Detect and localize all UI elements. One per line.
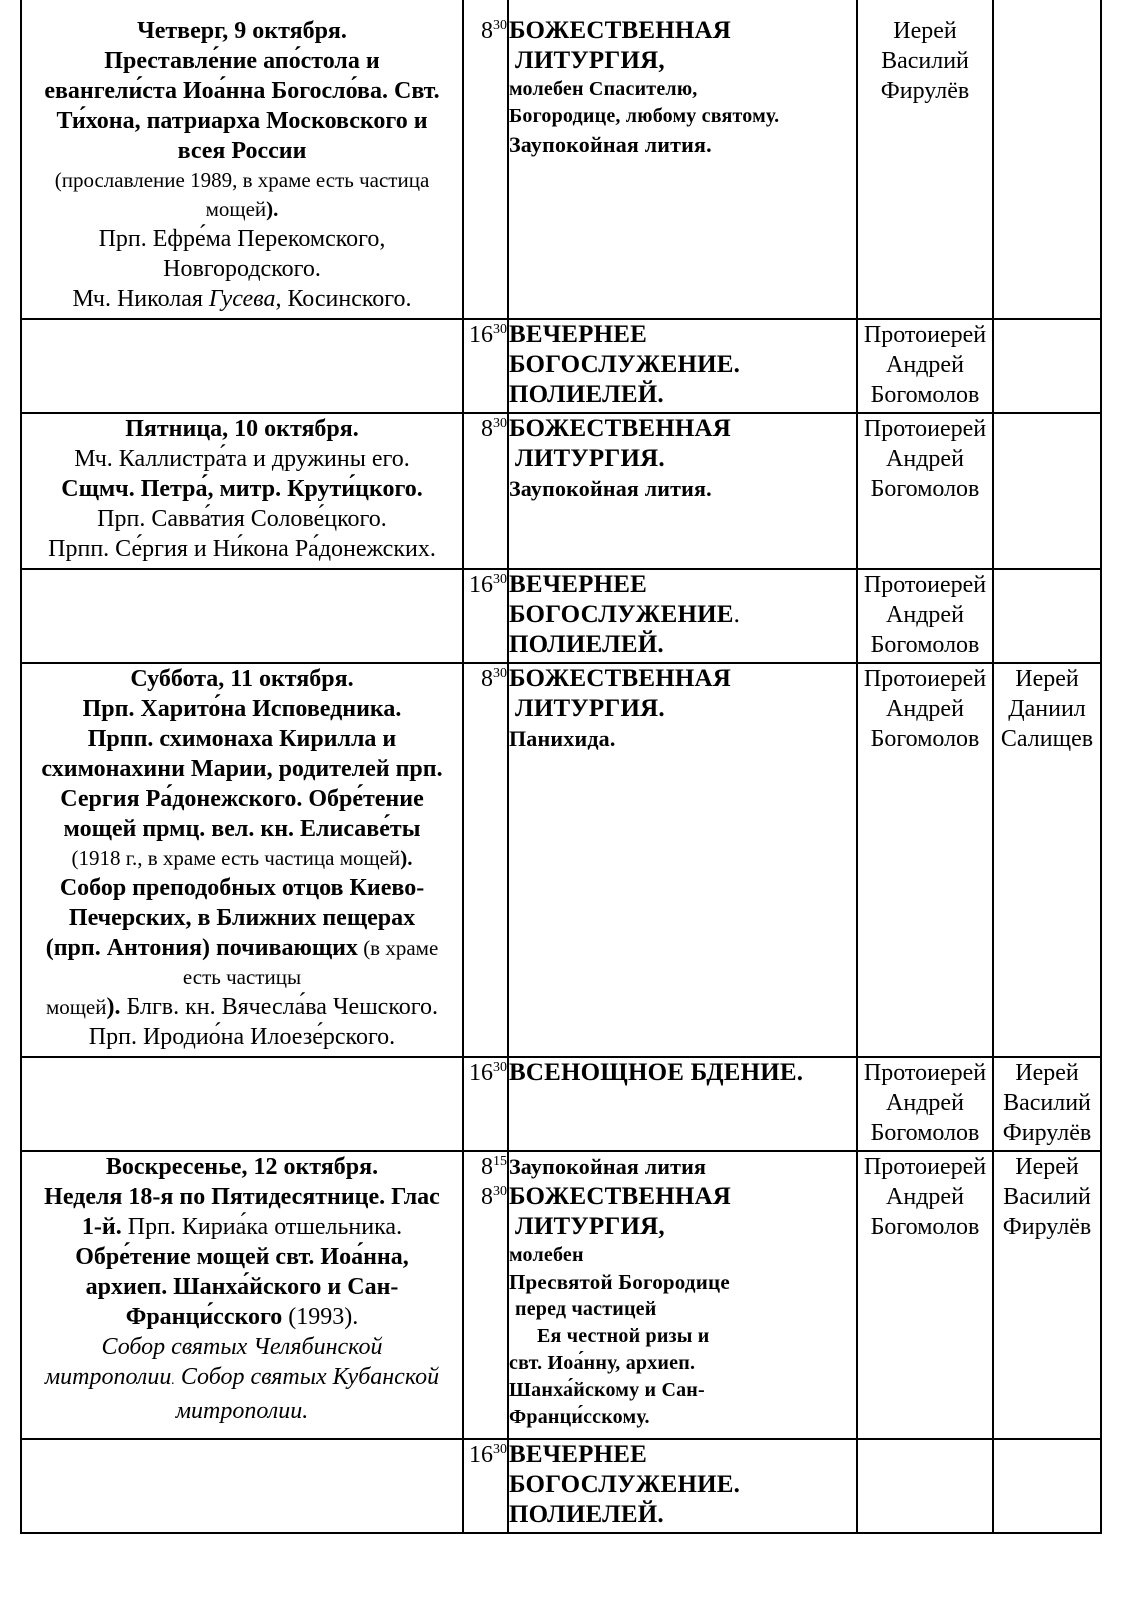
priest-first-name: Василий (881, 48, 969, 74)
service-title-text: БОГОСЛУЖЕНИЕ (509, 601, 734, 628)
priest-rank: Иерей (1015, 1154, 1079, 1180)
service-time (464, 320, 507, 350)
day-cell-empty (21, 569, 463, 663)
priest-cell (993, 663, 1101, 1057)
schedule-row (21, 0, 1101, 319)
service-detail: перед частицей (515, 1298, 657, 1320)
priest-rank: Иерей (1015, 1060, 1079, 1086)
priest-rank: Протоиерей (863, 572, 987, 598)
service-time (464, 1152, 507, 1182)
priest-last-name: Богомолов (870, 632, 980, 658)
priest-last-name: Фирулёв (1002, 1214, 1092, 1240)
priest-cell (857, 1057, 993, 1151)
feast-line: Прп. Ефре́ма Перекомского, (98, 226, 386, 252)
priest-last-name: Богомолов (870, 1120, 980, 1146)
feast-line: архиеп. Шанха́йского и Сан- (85, 1274, 399, 1300)
service-cell (508, 319, 857, 413)
service-title: ПОЛИЕЛЕЙ. (509, 1501, 664, 1528)
feast-text: Блгв. кн. Вячесла́ва Чешского. (120, 994, 439, 1020)
priest-rank: Протоиерей (863, 1060, 987, 1086)
service-time (464, 1058, 507, 1088)
service-cell (508, 1151, 857, 1439)
time-hour: 8 (481, 416, 493, 442)
service-time (464, 16, 507, 46)
time-minutes: 30 (493, 1060, 507, 1075)
service-detail: свт. Иоа́нну, архиеп. (509, 1352, 696, 1374)
priest-rank: Протоиерей (863, 416, 987, 442)
feast-line (22, 992, 462, 1022)
time-minutes: 30 (493, 416, 507, 431)
priest-first-name: Андрей (886, 696, 964, 722)
time-minutes: 30 (493, 572, 507, 587)
service-time (464, 570, 507, 600)
priest-cell-empty (857, 1439, 993, 1533)
priest-cell (857, 1151, 993, 1439)
priest-first-name: Андрей (886, 352, 964, 378)
feast-line (22, 284, 462, 314)
feast-line: схимонахини Марии, родителей прп. (41, 756, 443, 782)
priest-first-name: Даниил (1008, 696, 1086, 722)
time-cell (463, 569, 508, 663)
feast-line: Собор преподобных отцов Киево- (59, 875, 425, 901)
schedule-row (21, 319, 1101, 413)
service-detail: Шанха́йскому и Сан- (509, 1379, 705, 1401)
feast-line-italic (22, 1362, 462, 1396)
day-date: Суббота, 11 октября. (130, 666, 354, 692)
priest-cell-empty (993, 319, 1101, 413)
day-date: Четверг, 9 октября. (137, 18, 347, 44)
priest-cell (993, 1151, 1101, 1439)
service-time (464, 1182, 507, 1212)
feast-text: (1993). (282, 1304, 359, 1330)
feast-line: Прпп. схимонаха Кирилла и (87, 726, 397, 752)
service-title: БОЖЕСТВЕННАЯ (509, 665, 732, 692)
feast-note-punct: ). (400, 846, 413, 870)
schedule-row (21, 413, 1101, 569)
priest-cell (857, 0, 993, 319)
feast-note: есть частицы (182, 965, 302, 989)
time-minutes: 30 (493, 666, 507, 681)
feast-line-italic: Собор святых Челябинской (101, 1334, 383, 1360)
schedule-row (21, 663, 1101, 1057)
time-minutes: 30 (493, 1184, 507, 1199)
day-cell (21, 413, 463, 569)
time-hour: 8 (481, 666, 493, 692)
service-time (464, 664, 507, 694)
time-cell (463, 1439, 508, 1533)
feast-note-text: (1918 г., в храме есть частица мощей (71, 846, 401, 870)
service-title: ПОЛИЕЛЕЙ. (509, 381, 664, 408)
feast-text-italic: Гусева (208, 286, 276, 312)
feast-line: Преставле́ние апо́стола и (104, 48, 380, 74)
day-cell-empty (21, 1439, 463, 1533)
priest-cell-empty (993, 1439, 1101, 1533)
time-hour: 8 (481, 1184, 493, 1210)
service-title: ЛИТУРГИЯ. (515, 695, 665, 722)
feast-note-punct: ). (266, 197, 279, 221)
service-detail: Панихида. (509, 726, 616, 751)
priest-rank: Иерей (1015, 666, 1079, 692)
service-time (464, 414, 507, 444)
service-detail: Заупокойная лития. (509, 476, 712, 501)
feast-text-italic: митрополии (44, 1364, 172, 1390)
priest-last-name: Фирулёв (880, 78, 970, 104)
service-time (464, 1440, 507, 1470)
day-cell-empty (21, 1057, 463, 1151)
service-title: БОГОСЛУЖЕНИЕ. (509, 1471, 741, 1498)
service-cell (508, 1057, 857, 1151)
priest-cell (857, 663, 993, 1057)
feast-line (22, 933, 462, 963)
priest-rank: Иерей (893, 18, 957, 44)
service-title (509, 600, 856, 630)
feast-line-italic: митрополии. (175, 1398, 309, 1424)
service-title: ЛИТУРГИЯ. (515, 445, 665, 472)
feast-line: Новгородского. (163, 256, 321, 282)
service-title: БОГОСЛУЖЕНИЕ. (509, 351, 741, 378)
priest-first-name: Андрей (886, 1184, 964, 1210)
service-detail: Заупокойная лития (509, 1154, 707, 1179)
feast-note-text: (в храме (357, 936, 439, 960)
service-title: ВЕЧЕРНЕЕ (509, 1441, 648, 1468)
feast-line: мощей прмц. вел. кн. Елисаве́ты (63, 816, 421, 842)
service-title: ВСЕНОЩНОЕ БДЕНИЕ. (509, 1059, 804, 1086)
time-minutes: 30 (493, 18, 507, 33)
time-cell (463, 0, 508, 319)
feast-line (22, 1302, 462, 1332)
priest-first-name: Василий (1003, 1090, 1091, 1116)
feast-text-italic: Собор святых Кубанской (174, 1364, 440, 1390)
feast-line (22, 1212, 462, 1242)
feast-line: евангели́ста Иоа́нна Богосло́ва. Свт. (44, 78, 440, 104)
priest-last-name: Богомолов (870, 726, 980, 752)
priest-first-name: Андрей (886, 602, 964, 628)
time-cell (463, 319, 508, 413)
feast-text-punct: . (171, 1373, 175, 1388)
time-cell (463, 663, 508, 1057)
priest-first-name: Андрей (886, 1090, 964, 1116)
service-detail: Богородице, любому святому. (509, 105, 780, 127)
feast-line: Печерских, в Ближних пещерах (68, 905, 416, 931)
priest-cell (993, 1057, 1101, 1151)
priest-rank: Протоиерей (863, 1154, 987, 1180)
day-date: Пятница, 10 октября. (125, 416, 359, 442)
priest-first-name: Василий (1003, 1184, 1091, 1210)
service-title: ПОЛИЕЛЕЙ. (509, 631, 664, 658)
feast-line: Сергия Ра́донежского. Обре́тение (60, 786, 424, 812)
time-minutes: 30 (493, 322, 507, 337)
service-cell (508, 569, 857, 663)
priest-cell-empty (993, 0, 1101, 319)
schedule-row (21, 1057, 1101, 1151)
service-detail: Франци́сскому. (509, 1406, 650, 1428)
feast-note-text: мощей (45, 995, 107, 1019)
feast-line: Прпп. Се́ргия и Ни́кона Ра́донежских. (48, 536, 436, 562)
time-minutes: 15 (493, 1154, 507, 1169)
service-detail: Пресвятой Богородице (509, 1270, 730, 1294)
feast-text: Мч. Николая (72, 286, 209, 312)
service-title: ЛИТУРГИЯ, (515, 1213, 665, 1240)
schedule-row (21, 1439, 1101, 1533)
priest-cell (857, 319, 993, 413)
service-detail: Заупокойная лития. (509, 132, 712, 157)
service-title: ЛИТУРГИЯ, (515, 47, 665, 74)
service-detail: молебен Спасителю, (509, 78, 698, 100)
time-hour: 16 (469, 1442, 493, 1468)
schedule-row (21, 1151, 1101, 1439)
priest-rank: Протоиерей (863, 322, 987, 348)
service-schedule-table (20, 0, 1102, 1534)
time-cell (463, 413, 508, 569)
feast-text-bold: 1-й. (81, 1214, 122, 1240)
feast-line: Обре́тение мощей свт. Иоа́нна, (75, 1244, 409, 1270)
service-title: БОЖЕСТВЕННАЯ (509, 415, 732, 442)
service-cell (508, 0, 857, 319)
time-minutes: 30 (493, 1442, 507, 1457)
feast-line: всея России (177, 138, 307, 164)
day-cell (21, 1151, 463, 1439)
priest-last-name: Богомолов (870, 382, 980, 408)
schedule-row (21, 569, 1101, 663)
feast-line: Мч. Каллистра́та и дружины его. (74, 446, 410, 472)
day-cell (21, 0, 463, 319)
service-title: БОЖЕСТВЕННАЯ (509, 1183, 732, 1210)
feast-text: Прп. Кириа́ка отшельника. (121, 1214, 403, 1240)
feast-line: Неделя 18-я по Пятидесятнице. Глас (44, 1184, 440, 1210)
service-title-punct: . (733, 601, 741, 628)
feast-note-punct: ). (106, 994, 121, 1020)
time-hour: 8 (481, 1154, 493, 1180)
priest-last-name: Салищев (1000, 726, 1094, 752)
time-hour: 8 (481, 18, 493, 44)
priest-last-name: Фирулёв (1002, 1120, 1092, 1146)
time-hour: 16 (469, 1060, 493, 1086)
time-hour: 16 (469, 322, 493, 348)
feast-line: Сщмч. Петра́, митр. Крути́цкого. (61, 476, 423, 502)
priest-last-name: Богомолов (870, 476, 980, 502)
time-hour: 16 (469, 572, 493, 598)
service-detail: молебен (509, 1244, 584, 1266)
service-title: БОЖЕСТВЕННАЯ (509, 17, 732, 44)
priest-rank: Протоиерей (863, 666, 987, 692)
priest-last-name: Богомолов (870, 1214, 980, 1240)
feast-note (22, 844, 462, 873)
service-detail: Ея честной ризы и (537, 1325, 710, 1347)
service-title: ВЕЧЕРНЕЕ (509, 321, 648, 348)
priest-first-name: Андрей (886, 446, 964, 472)
day-cell-empty (21, 319, 463, 413)
feast-text-bold: (прп. Антония) почивающих (45, 935, 358, 961)
feast-text-bold: Франци́сского (125, 1304, 283, 1330)
feast-note-text: мощей (205, 197, 267, 221)
day-date: Воскресенье, 12 октября. (105, 1154, 379, 1180)
feast-line: Прп. Иродио́на Илоезе́рского. (88, 1024, 396, 1050)
feast-note (22, 195, 462, 224)
service-cell (508, 663, 857, 1057)
feast-line: Прп. Харито́на Исповедника. (82, 696, 402, 722)
priest-cell-empty (993, 569, 1101, 663)
feast-line: Ти́хона, патриарха Московского и (56, 108, 428, 134)
priest-cell (857, 413, 993, 569)
service-cell (508, 413, 857, 569)
time-cell (463, 1151, 508, 1439)
feast-note: (прославление 1989, в храме есть частица (54, 168, 430, 192)
priest-cell-empty (993, 413, 1101, 569)
priest-cell (857, 569, 993, 663)
time-cell (463, 1057, 508, 1151)
day-cell (21, 663, 463, 1057)
service-cell (508, 1439, 857, 1533)
feast-line: Прп. Савва́тия Солове́цкого. (97, 506, 387, 532)
service-title: ВЕЧЕРНЕЕ (509, 571, 648, 598)
feast-text: , Косинского. (275, 286, 412, 312)
